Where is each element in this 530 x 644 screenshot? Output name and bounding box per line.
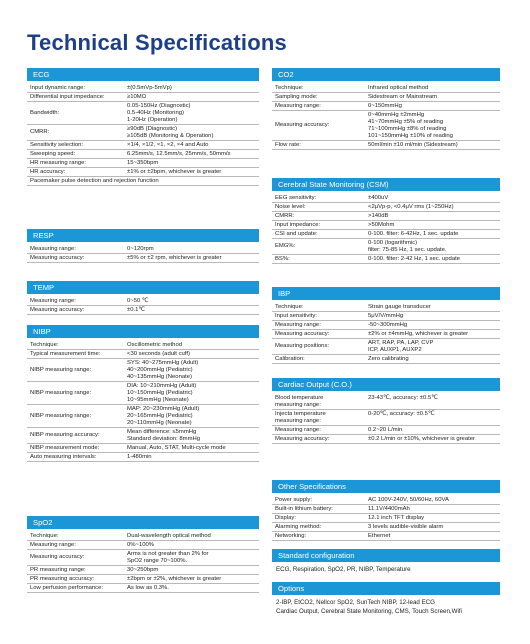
- spec-row: [27, 297, 259, 306]
- spec-label: Measuring accuracy:: [275, 330, 330, 337]
- spec-label: Measuring accuracy:: [30, 306, 85, 313]
- spec-row: [27, 575, 259, 584]
- section-options: [272, 582, 500, 617]
- section-cardiac-output-c-o: [272, 378, 500, 444]
- spec-label: Blood temperature measuring range:: [275, 394, 324, 408]
- spec-row: [272, 426, 500, 435]
- spec-label: PR measuring range:: [30, 566, 86, 573]
- spec-value: 6.25mm/s, 12.5mm/s, 25mm/s, 50mm/s: [127, 150, 231, 157]
- spec-label: Technique:: [275, 303, 304, 310]
- section-ibp: [272, 287, 500, 364]
- section-cerebral-state-monitoring-csm: [272, 178, 500, 264]
- spec-row: [272, 212, 500, 221]
- spec-row: [272, 355, 500, 364]
- spec-row: [27, 350, 259, 359]
- spec-value: 0-20℃, accuracy: ±0.5℃: [368, 410, 435, 417]
- spec-row: [272, 203, 500, 212]
- spec-row: [27, 141, 259, 150]
- spec-value: Oscillometric method: [127, 341, 182, 348]
- spec-row: [272, 514, 500, 523]
- spec-value: ±1% or ±2bpm, whichever is greater: [127, 168, 222, 175]
- spec-value: >50Mohm: [368, 221, 395, 228]
- spec-value: 0~50 ℃: [127, 297, 149, 304]
- spec-label: Technique:: [30, 532, 59, 539]
- spec-value: Ethernet: [368, 532, 391, 539]
- spec-row: [272, 93, 500, 102]
- spec-row: [27, 84, 259, 93]
- spec-label: PR measuring accuracy:: [30, 575, 95, 582]
- section-temp: [27, 281, 259, 315]
- spec-row: [27, 566, 259, 575]
- section-co2: [272, 68, 500, 150]
- section-header: Cerebral State Monitoring (CSM): [272, 178, 500, 191]
- spec-value: 0.05-150Hz (Diagnostic) 0.5-40Hz (Monitoring) 1-20Hz (Operation): [127, 102, 191, 123]
- spec-value: ×1/4, ×1/2, ×1, ×2, ×4 and Auto: [127, 141, 209, 148]
- spec-row: [27, 550, 259, 566]
- spec-value: ART, RAP, PA, LAP, CVP ICP, AUXP1, AUXP2: [368, 339, 434, 353]
- spec-label: Measuring accuracy:: [30, 254, 85, 261]
- section-header: IBP: [272, 287, 500, 300]
- spec-row: [272, 111, 500, 141]
- spec-value: <30 seconds (adult cuff): [127, 350, 190, 357]
- spec-value: 0~150mmHg: [368, 102, 402, 109]
- spec-row: [27, 453, 259, 462]
- spec-row: [27, 359, 259, 382]
- spec-label: Measuring positions:: [275, 343, 330, 349]
- spec-row: [27, 168, 259, 177]
- spec-label: NIBP measuring range:: [30, 389, 92, 396]
- spec-row: [272, 410, 500, 426]
- spec-value: Arms is not greater than 2% for SpO2 range 70~100%.: [127, 550, 209, 564]
- spec-label: Noise level:: [275, 203, 306, 210]
- spec-row: [272, 532, 500, 541]
- spec-label: NIBP measurement mode:: [30, 444, 100, 451]
- spec-label: Display:: [275, 514, 296, 521]
- spec-value: 0%~100%: [127, 541, 155, 548]
- spec-label: Measuring range:: [30, 541, 76, 548]
- spec-value: 5μV/V/mmHg: [368, 312, 404, 319]
- spec-label: Measuring range:: [275, 102, 321, 109]
- spec-value: Strain gauge transducer: [368, 303, 431, 310]
- spec-value: 0~40mmHg ±2mmHg 41~70mmHg ±5% of reading 71~100mmHg ±8% of reading 101~150mmHg ±10% of reading: [368, 111, 453, 139]
- spec-label: BS%:: [275, 255, 290, 262]
- section-nibp: [27, 325, 259, 462]
- spec-value: AC 100V-240V, 50/60Hz, 60VA: [368, 496, 449, 503]
- spec-label: HR measuring range:: [30, 159, 86, 166]
- spec-value: ±5% or ±2 rpm, whichever is greater: [127, 254, 222, 261]
- spec-value: 0.2~20 L/min: [368, 426, 403, 433]
- section-header: NIBP: [27, 325, 259, 338]
- spec-value: 0-100 (logarithmic) filter: 75-85 Hz, 1 sec. update.: [368, 239, 447, 253]
- spec-value: ±0.1℃: [127, 306, 146, 313]
- spec-row: [272, 221, 500, 230]
- section-header: SpO2: [27, 516, 259, 529]
- section-standard-configuration: [272, 549, 500, 576]
- spec-row: [27, 159, 259, 168]
- spec-value: 0~120rpm: [127, 245, 154, 252]
- spec-value: 15~350bpm: [127, 159, 159, 166]
- spec-row: [272, 496, 500, 505]
- section-header: Standard configuration: [272, 549, 500, 562]
- spec-row: [272, 303, 500, 312]
- section-header: Options: [272, 582, 500, 595]
- spec-label: Calibration:: [275, 355, 305, 362]
- spec-row: [272, 435, 500, 444]
- section-other-specifications: [272, 480, 500, 541]
- spec-row: [272, 230, 500, 239]
- spec-label: Power supply:: [275, 496, 312, 503]
- spec-value: 30~250bpm: [127, 566, 159, 573]
- spec-row: [27, 306, 259, 315]
- spec-row: [272, 523, 500, 532]
- spec-value: Mean difference: ≤5mmHg Standard deviation: 8mmHg: [127, 428, 201, 442]
- spec-label: Measuring accuracy:: [275, 435, 330, 442]
- spec-label: Sensitivity selection:: [30, 141, 84, 148]
- spec-value: 0-100. filter: 6-42Hz, 1 sec. update: [368, 230, 459, 237]
- spec-label: CMRR:: [275, 212, 295, 219]
- spec-row: [27, 150, 259, 159]
- spec-value: -50~300mmHg: [368, 321, 408, 328]
- spec-label: Sampling mode:: [275, 93, 318, 100]
- spec-row: [272, 102, 500, 111]
- spec-row: [27, 93, 259, 102]
- spec-row: [272, 255, 500, 264]
- spec-label: NIBP measuring accuracy:: [30, 432, 100, 438]
- spec-label: Input sensitivity:: [275, 312, 317, 319]
- spec-label: Measuring range:: [275, 426, 321, 433]
- spec-value: DIA: 10~210mmHg (Adult) 10~150mmHg (Pediatric) 10~95mmHg (Neonate): [127, 382, 197, 403]
- spec-label: Pacemaker pulse detection and rejection function: [30, 177, 159, 184]
- spec-label: Input impedance:: [275, 221, 321, 228]
- spec-row: [27, 382, 259, 405]
- spec-value: 1-480min: [127, 453, 152, 460]
- section-text: ECG, Respiration, SpO2, PR, NIBP, Temperature: [276, 566, 411, 573]
- spec-value: ±(0.5mVp-5mVp): [127, 84, 172, 91]
- spec-label: EEG sensitivity:: [275, 194, 317, 201]
- section-header: Other Specifications: [272, 480, 500, 493]
- spec-row: [27, 102, 259, 125]
- spec-value: <2μVp-p, <0.4μV rms (1~250Hz): [368, 203, 454, 210]
- spec-label: Input dynamic range:: [30, 84, 86, 91]
- spec-label: Typical measurement time:: [30, 350, 101, 357]
- spec-label: Measuring accuracy:: [30, 554, 85, 560]
- spec-value: ≥10MΩ: [127, 93, 147, 100]
- spec-row: [27, 532, 259, 541]
- spec-value: Dual-wavelength optical method: [127, 532, 211, 539]
- section-text: 2-IBP, EtCO2, Nellcor SpO2, SunTech NIBP, 12-lead ECG Cardiac Output, Cerebral State Monitoring, CMS, Touch Screen,Wifi: [276, 599, 462, 615]
- spec-row: [27, 584, 259, 593]
- spec-label: Technique:: [30, 341, 59, 348]
- spec-row: [272, 239, 500, 255]
- spec-row: [272, 321, 500, 330]
- spec-row: [27, 541, 259, 550]
- spec-row: [272, 84, 500, 93]
- spec-label: Low perfusion performance:: [30, 584, 104, 591]
- spec-value: ±2% or ±4mmHg, whichever is greater: [368, 330, 469, 337]
- spec-label: Measuring accuracy:: [275, 122, 330, 128]
- spec-row: [27, 125, 259, 141]
- spec-value: Manual, Auto, STAT, Multi-cycle mode: [127, 444, 226, 451]
- spec-value: Zero calibrating: [368, 355, 409, 362]
- spec-value: Sidestream or Mainstream: [368, 93, 438, 100]
- spec-label: Technique:: [275, 84, 304, 91]
- section-ecg: [27, 68, 259, 186]
- spec-value: ±400uV: [368, 194, 389, 201]
- spec-value: 0-100. filter: 2-42 Hz, 1 sec. update: [368, 255, 461, 262]
- spec-label: Networking:: [275, 532, 307, 539]
- spec-value: As low as 0.3%.: [127, 584, 169, 591]
- section-header: Cardiac Output (C.O.): [272, 378, 500, 391]
- spec-row: [272, 330, 500, 339]
- spec-row: [27, 177, 259, 186]
- spec-label: NIBP measuring range:: [30, 366, 92, 373]
- spec-label: Bandwidth:: [30, 109, 60, 116]
- spec-label: Built-in lithium battery:: [275, 505, 333, 512]
- section-resp: [27, 229, 259, 263]
- section-header: CO2: [272, 68, 500, 81]
- spec-row: [27, 254, 259, 263]
- spec-row: [272, 505, 500, 514]
- spec-value: ±2bpm or ±2%, whichever is greater: [127, 575, 222, 582]
- spec-label: CMRR:: [30, 129, 50, 135]
- spec-value: ±0.2 L/min or ±10%, whichever is greater: [368, 435, 475, 442]
- spec-row: [272, 194, 500, 203]
- spec-value: 12.1 inch TFT display: [368, 514, 425, 521]
- spec-label: Flow rate:: [275, 141, 301, 148]
- section-header: ECG: [27, 68, 259, 81]
- spec-value: 11.1V/4400mAh: [368, 505, 410, 512]
- spec-value: Infrared optical method: [368, 84, 429, 91]
- spec-label: Measuring range:: [275, 321, 321, 328]
- spec-label: Differential input impedance:: [30, 93, 105, 100]
- page-title: Technical Specifications: [27, 30, 287, 55]
- spec-row: [27, 245, 259, 254]
- section-spo2: [27, 516, 259, 593]
- spec-value: 3 levels audible-visible alarm: [368, 523, 444, 530]
- spec-label: HR accuracy:: [30, 168, 66, 175]
- section-header: RESP: [27, 229, 259, 242]
- spec-row: [27, 444, 259, 453]
- spec-row: [27, 405, 259, 428]
- spec-value: SYS: 40~275mmHg (Adult) 40~200mmHg (Pediatric) 40~135mmHg (Neonate): [127, 359, 199, 380]
- spec-label: NIBP measuring range:: [30, 412, 92, 419]
- spec-value: ≥90dB (Diagnostic) ≥105dB (Monitoring & Operation): [127, 125, 214, 139]
- spec-value: 23-43℃, accuracy: ±0.5℃: [368, 394, 438, 401]
- spec-row: [272, 339, 500, 355]
- spec-label: Auto measuring intervals:: [30, 453, 97, 460]
- spec-label: Injecta temperature measuring range:: [275, 410, 326, 424]
- spec-label: Measuring range:: [30, 245, 76, 252]
- spec-row: [27, 428, 259, 444]
- section-header: TEMP: [27, 281, 259, 294]
- spec-value: MAP: 20~230mmHg (Adult) 20~165mmHg (Pediatric) 20~110mmHg (Neonate): [127, 405, 200, 426]
- spec-row: [27, 341, 259, 350]
- spec-value: 50ml/min ±10 ml/min (Sidestream): [368, 141, 458, 148]
- spec-label: CSI and update:: [275, 230, 318, 237]
- spec-row: [272, 141, 500, 150]
- spec-label: Measuring range:: [30, 297, 76, 304]
- spec-label: Alarming method:: [275, 523, 322, 530]
- spec-label: EMG%:: [275, 243, 296, 249]
- spec-label: Sweeping speed:: [30, 150, 76, 157]
- spec-value: >140dB: [368, 212, 389, 219]
- spec-row: [272, 394, 500, 410]
- spec-row: [272, 312, 500, 321]
